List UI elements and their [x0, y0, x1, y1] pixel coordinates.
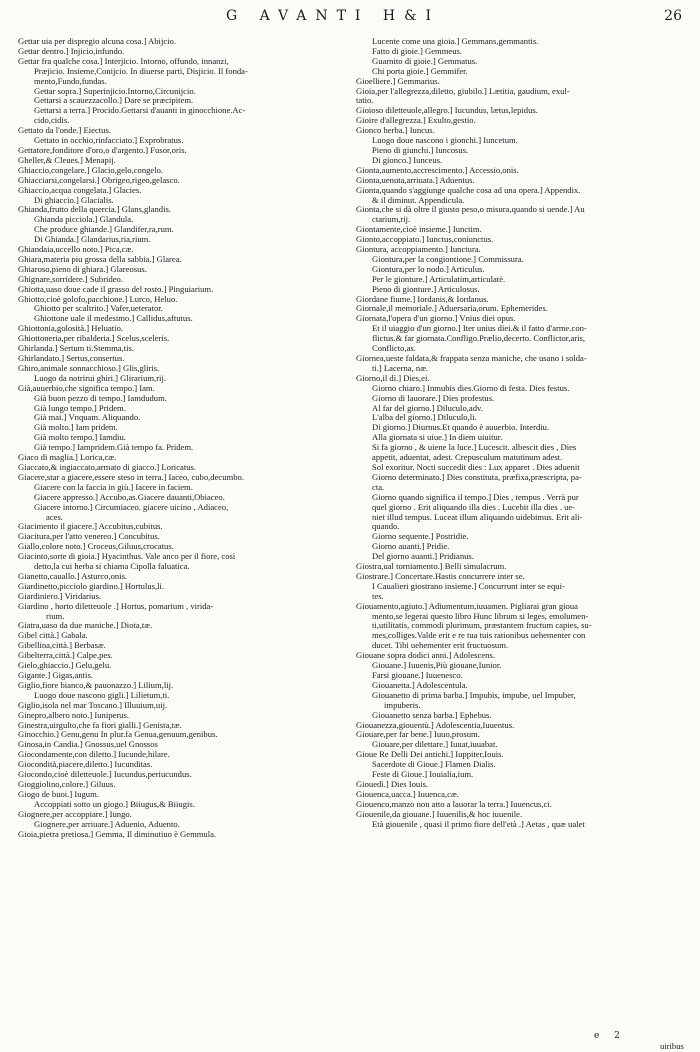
dictionary-line: Gionta,quando s'aggiunge qualche cosa ad una opera.] Appendix.: [356, 185, 581, 195]
dictionary-line: Giatra,uaso da due maniche.] Diota,tæ.: [18, 621, 153, 631]
dictionary-line: ctarium,rij.: [372, 215, 411, 225]
dictionary-line: Luogo doue nascono i gionchi.] Iuncetum.: [372, 136, 518, 146]
dictionary-line: Giouamento,agiuto.] Adiumentum,iuuamen. Pigliarai gran giouа: [356, 601, 578, 611]
dictionary-line: Gionta,aumento,accrescimento.] Accessio,onis.: [356, 165, 519, 175]
dictionary-line: Giorno,il dì.] Dies,ei.: [356, 373, 430, 383]
dictionary-line: Giornea,ueste faldata,& frappata senza maniche, che usano i solda-: [356, 354, 587, 363]
dictionary-line: Ginestra,uirgulto,che fa fiori gialli.] Genista,tæ.: [18, 720, 182, 730]
dictionary-line: Gettar fra qualche cosa.] Interjicio. Intorno, offundo, innanzi,: [18, 56, 229, 66]
dictionary-line: Giontamente,cioè insieme.] Iunctim.: [356, 225, 482, 235]
dictionary-line: Ghianda picciola.] Glandula.: [34, 215, 134, 225]
dictionary-line: Giardiniero.] Viridarius.: [18, 591, 102, 601]
dictionary-line: Già buon pezzo di tempo.] Iamdudum.: [34, 393, 167, 403]
dictionary-line: Di giorno.] Diurnus.Et quando è auuerbio. Interdiu.: [372, 423, 550, 433]
dictionary-line: Gettar uia per dispregio alcuna cosa.] Abijcio.: [18, 37, 176, 46]
dictionary-line: appetit, aduentat, adest. Crepusculum matutinum adest.: [372, 453, 563, 463]
dictionary-line: Giallo,colore noto.] Croceus,Giluus,crocatus.: [18, 542, 174, 552]
dictionary-line: Giouare,per far bene.] Iuuo,prosum.: [356, 730, 480, 740]
dictionary-line: Gettatore,fonditore d'oro,o d'argento.] Fusor,oris.: [18, 145, 187, 155]
dictionary-line: impuberis.: [384, 700, 421, 710]
dictionary-line: Giognere,per accoppiare.] Iungo.: [18, 809, 132, 819]
dictionary-line: Giocondità,piacere,diletto.] Iucunditas.: [18, 760, 153, 770]
dictionary-line: Gibellina,città.] Berbasæ.: [18, 641, 106, 651]
dictionary-line: Gettarsi a scauezzacollo.] Dare se præcipitem.: [34, 96, 194, 106]
dictionary-line: Gielo,ghiaccio.] Gelu,gelu.: [18, 661, 112, 671]
dictionary-line: Giouare,per dilettare.] Iuuat,iuuabat.: [372, 740, 498, 750]
dictionary-line: Già mai.] Vnquam. Aliquando.: [34, 413, 141, 423]
dictionary-line: I Caualieri giostrano insieme.] Concurrunt inter se equi-: [372, 581, 565, 591]
dictionary-line: Giaccato,& ingiaccato,armato di giacco.] Loricatus.: [18, 462, 197, 472]
page-number: 26: [664, 8, 682, 24]
dictionary-line: cido,cidis.: [34, 116, 70, 126]
dictionary-line: aces.: [46, 512, 63, 522]
dictionary-line: Ghiaccio,acqua congelata.] Glacies.: [18, 185, 142, 195]
dictionary-line: Giouanetto senza barba.] Ephebus.: [372, 710, 492, 720]
dictionary-line: Ghiotta,uaso doue cade il grasso del rosto.] Pinguiarium.: [18, 284, 214, 294]
dictionary-line: Gettarsi a terra.] Procido.Gettarsi d'auanti in ginocchione.Ac-: [34, 106, 246, 116]
dictionary-line: Già molto tempo.] Iamdiu.: [34, 433, 126, 443]
dictionary-line: Giordane fiume.] Iordanis,& Iordanus.: [356, 294, 489, 304]
dictionary-line: Giognere,per arriuare.] Aduenio, Aduento.: [34, 819, 180, 829]
dictionary-line: Accoppiati sotto un giogo.] Biiugus,& Biiugis.: [34, 799, 195, 809]
dictionary-line: Gioelliere.] Gemmarius.: [356, 76, 440, 86]
dictionary-line: Giacere appresso.] Accubo,as.Giacere dauanti,Obiaceo.: [34, 492, 225, 502]
dictionary-line: Di Ghianda.] Glandarius,ria,rium.: [34, 235, 151, 245]
dictionary-line: rium.: [46, 611, 65, 621]
dictionary-line: Giorno determinato.] Dies constituta, præfixa,præscripta, pa-: [372, 472, 582, 482]
dictionary-line: ti,utilitatis, commodi plurimum, præstantem fructum capies, su-: [372, 621, 592, 631]
dictionary-line: Di gionco.] Iunceus.: [372, 155, 443, 165]
dictionary-line: Ghiottone uale il medesimo.] Callidus,aftutus.: [34, 314, 193, 324]
dictionary-line: Di ghiaccio.] Glacialis.: [34, 195, 114, 205]
right-column: [356, 37, 690, 830]
dictionary-line: Ginosa,in Candia.] Gnossus,uel Gnossos: [18, 740, 158, 750]
dictionary-line: Ghiandaia,uccello noto.] Pica,cæ.: [18, 245, 134, 255]
running-head: G AVANTI H&I: [226, 8, 441, 24]
dictionary-line: niet illud tempus. Luceat illum aliquando uidebimus. Erit ali-: [372, 512, 583, 522]
dictionary-line: Giouenile,da giouane.] Iuuenilis,& hoc iuuenile.: [356, 809, 523, 819]
dictionary-line: Giouane.] Iuuenis,Più giouane,Iunior.: [372, 661, 502, 671]
dictionary-line: detto,la cui herba si chiama Cipolla faluatica.: [34, 562, 190, 572]
dictionary-line: Pieno di giunchi.] Iuncosus.: [372, 145, 469, 155]
dictionary-line: Giogo de buoi.] Iugum.: [18, 789, 99, 799]
dictionary-line: mes,colliges.Valde erit e re tua tuis rationibus uehementer con: [372, 631, 586, 641]
page-header: [0, 8, 700, 26]
dictionary-line: Pieno di gionture.] Articulosus.: [372, 284, 480, 294]
dictionary-line: Già lungo tempo.] Pridem.: [34, 403, 126, 413]
dictionary-line: Gionta,uenuta,arriuata.] Aduentus.: [356, 175, 475, 185]
dictionary-line: ti.] Lacerna, næ.: [372, 363, 429, 373]
dictionary-line: Giglio,isola nel mar Toscano.] Illuuium,uij.: [18, 700, 168, 710]
dictionary-line: Gettar dentro.] Injicio,infundo.: [18, 46, 125, 56]
dictionary-line: Giardino , horto diletteuole .] Hortus, pomarium , virida-: [18, 601, 214, 611]
dictionary-line: Giouanetto di prima barba.] Impubis, impube, uel Impuber,: [372, 690, 576, 700]
dictionary-line: Gigante.] Gigas,antis.: [18, 671, 93, 680]
dictionary-line: Giorno quando significa il tempo.] Dies , tempus . Verrà pur: [372, 492, 579, 502]
dictionary-line: Giontura, accoppiamento.] Iunctura.: [356, 245, 481, 255]
catchword: uiribus: [660, 1041, 684, 1051]
dictionary-line: Per le gionture.] Articulatim,articulatè.: [372, 274, 506, 284]
dictionary-line: Giacere intorno.] Circumiaceo. giacere uicino , Adiaceo,: [34, 502, 229, 512]
dictionary-line: Giacimento il giacere.] Accubitus,cubitus.: [18, 522, 163, 532]
dictionary-line: Ghiara,materia piu grossa della sabbia.] Glarea.: [18, 254, 182, 264]
dictionary-line: Gioggiolino,colore.] Giluus.: [18, 779, 116, 789]
dictionary-line: Giaco di maglia.] Lorica,cæ.: [18, 453, 117, 463]
dictionary-line: Gianetto,cauallo.] Asturco,onis.: [18, 571, 128, 581]
dictionary-line: Ghiottonia,golosità.] Heluatio.: [18, 324, 124, 334]
dictionary-line: Gionco herba.] Iuncus.: [356, 126, 435, 136]
dictionary-line: Giacere con la faccia in giù.] Iacere in faciem.: [34, 482, 193, 492]
dictionary-line: Gioia,per l'allegrezza,diletto, giubilo.] Lætitia, gaudium, exul-: [356, 86, 570, 96]
dictionary-line: Giostrare.] Concertare.Hastis concurrere inter se.: [356, 571, 525, 581]
dictionary-line: Già molto.] Iam pridem.: [34, 423, 118, 433]
dictionary-line: Guarnito di gioie.] Gemmatus.: [372, 56, 478, 66]
dictionary-line: Ghiro,animale sonnacchioso.] Glis,gliris.: [18, 363, 160, 373]
dictionary-line: Giouedì.] Dies Iouis.: [356, 779, 429, 789]
dictionary-line: Giocondamente,con diletto.] Iucunde,hilare.: [18, 750, 170, 760]
dictionary-line: Sol exoritur. Nocti succedit dies : Lux apparet . Dies aduenit: [372, 462, 580, 472]
dictionary-line: Chi porta gioie.] Gemmifer.: [372, 66, 468, 76]
dictionary-line: Lucente come una gioia.] Gemmans,gemmantis.: [372, 37, 539, 46]
dictionary-line: Gineprо,albero noto.] Iuniperus.: [18, 710, 129, 720]
dictionary-line: Ghiottoneria,per ribalderia.] Scelus,sceleris.: [18, 334, 170, 344]
dictionary-line: Giostra,ual torniamento.] Belli simulacrum.: [356, 562, 507, 572]
dictionary-line: quando.: [372, 522, 400, 532]
dictionary-line: Gioire d'allegrezza.] Exulto,gestio.: [356, 116, 476, 126]
dictionary-line: Al far del giorno.] Diluculo,adv.: [372, 403, 483, 413]
dictionary-line: Feste di Gioue.] Iouialia,ium.: [372, 770, 474, 780]
dictionary-line: L'alba del giorno.] Diluculo,li.: [372, 413, 477, 423]
dictionary-line: Gionto,accoppiato.] Iunctus,coniunctus.: [356, 235, 494, 245]
dictionary-line: quel giorno . Erit aliquando illa dies . Lucebit illa dies . ue-: [372, 502, 576, 512]
dictionary-line: Gionta,che si dà oltre il giusto peso,o misura,quando si uende.] Au: [356, 205, 585, 215]
dictionary-line: Giocondo,cioè dilettеuole.] Iucundus,periucundus.: [18, 770, 192, 780]
dictionary-line: Giorno di lauorare.] Dies profestus.: [372, 393, 495, 403]
dictionary-line: tatio.: [356, 96, 374, 106]
dictionary-line: Giornata,l'opera d'un giorno.] Vnius diei opus.: [356, 314, 516, 324]
dictionary-line: Præjicio. Insieme,Conijcio. In diuerse parti, Disjicio. Il fonda-: [34, 66, 248, 76]
dictionary-line: Et il uiaggio d'un giorno.] Iter unius diei.& il fatto d'arme.con-: [372, 324, 587, 334]
dictionary-line: Giontura,per la congiontione.] Commissura.: [372, 254, 524, 264]
dictionary-line: Giouanetta.] Adolescentula.: [372, 680, 468, 690]
dictionary-line: Giglio,fiore bianco,& pauonazzo.] Lilium,lij.: [18, 680, 174, 690]
dictionary-line: Ghirlanda.] Sertum ti.Stemma,tis.: [18, 344, 134, 354]
dictionary-line: Gettar sopra.] Superinjicio.Intorno,Circunijcio.: [34, 86, 196, 96]
dictionary-line: Giorno auanti.] Pridie.: [372, 542, 450, 552]
signature-mark: e 2: [594, 1031, 626, 1041]
dictionary-line: Ghiacciarsi,congelarsi.] Obrigeo,rigeo,gelasco.: [18, 175, 180, 185]
dictionary-line: Gioue Re Delli Dei antichi.] Iuppiter,Iouis.: [356, 750, 504, 760]
dictionary-line: Gettato in occhio,rinfacciato.] Exprobratus.: [34, 136, 184, 146]
dictionary-line: Ghirlandato.] Sertus,consertus.: [18, 354, 125, 363]
dictionary-line: Giouenca,uacca.] Iuuenca,cæ.: [356, 789, 459, 799]
dictionary-line: ducet. Tibi uehementer erit fructuosum.: [372, 641, 509, 651]
dictionary-line: flictus.& far giornata.Confligo.Prælio,decerto. Conflictor,aris,: [372, 334, 586, 344]
dictionary-line: mento,se legerai questo libro Hunc librum si leges, emolumen-: [372, 611, 589, 621]
dictionary-line: Gibel città.] Gabala.: [18, 631, 88, 641]
dictionary-line: Giardinetto,picciolo giardino.] Hortulus,li.: [18, 581, 165, 591]
dictionary-line: Luogo doue nascono gigli.] Lilietum,ti.: [34, 690, 170, 700]
dictionary-line: Età giouenile , quasi il primo fiore dell'età .] Aetas , quæ ualet: [372, 819, 585, 829]
dictionary-line: Giouanezza,giouentù.] Adolescentia,Iuuentus.: [356, 720, 515, 730]
dictionary-line: Giacinto,sorte di gioia.] Hyacinthus. Vale anco per il fiore, così: [18, 552, 236, 562]
dictionary-line: & il diminut. Appendicula.: [372, 195, 465, 205]
dictionary-line: Alla giornata si uiue.] In diem uiuitur.: [372, 433, 503, 443]
dictionary-line: Ghiotto per scaltrito.] Vafer,ueterator.: [34, 304, 163, 314]
dictionary-line: cta.: [372, 482, 385, 492]
dictionary-line: Fatto di gioie.] Gemmeus.: [372, 46, 462, 56]
dictionary-line: Giacitura,per l'atto venereo.] Concubitus.: [18, 532, 160, 542]
dictionary-line: Giacere,star a giacere,essere steso in terra.] Iaceo, cubo,decumbo.: [18, 472, 244, 482]
dictionary-line: Gheller,& Cleues.] Menapij.: [18, 155, 116, 165]
dictionary-line: Luogo da notrirui ghiri.] Glirarium,rij.: [34, 373, 166, 383]
dictionary-line: Gibelterra,città.] Calpe,pes.: [18, 651, 113, 661]
dictionary-line: Già tempo.] Iampridem.Già tempo fa. Pridem.: [34, 443, 194, 453]
dictionary-line: Ghiaroso,pieno di ghiara.] Glareosus.: [18, 264, 147, 274]
dictionary-line: Del giorno auanti.] Pridianus.: [372, 552, 474, 562]
dictionary-line: Giouane sopra dodici anni.] Adolescens.: [356, 651, 495, 661]
dictionary-line: Giontura,per lo nodo.] Articulus.: [372, 264, 485, 274]
dictionary-line: Ghiaccio,congelare.] Glacio,gelo,congelo.: [18, 165, 164, 175]
dictionary-line: Giorno chiaro.] Inmubis dies.Giorno di festa. Dies festus.: [372, 383, 570, 393]
dictionary-line: Si fa giorno , & uiene la luce.] Lucescit. albescit dies , Dies: [372, 443, 577, 453]
dictionary-line: Giornale,il memoriale.] Aduersaria,orum. Ephemerides.: [356, 304, 548, 314]
dictionary-line: Farsi giouane.] Iuuenesco.: [372, 671, 463, 680]
dictionary-line: Giorno sequente.] Postridie.: [372, 532, 469, 542]
dictionary-line: tes.: [372, 591, 384, 601]
left-column: [18, 37, 350, 839]
dictionary-line: mento,Fundo,fundas.: [34, 76, 107, 86]
dictionary-line: Già,auuerbio,che significa tempo.] Iam.: [18, 383, 155, 393]
dictionary-line: Gioioso dilettеuole,allegro.] Iucundus, lætus,lepidus.: [356, 106, 538, 116]
dictionary-line: Ginocchio.] Genu,genu In plur.fa Genua,genuum,genibus.: [18, 730, 218, 740]
dictionary-line: Gioia,pietra pretiosa.] Gemma, Il diminutiuo è Gemmula.: [18, 829, 217, 839]
dictionary-line: Ghignare,sorridere.] Subrideo.: [18, 274, 124, 284]
dictionary-line: Conflicto,as.: [372, 344, 416, 354]
dictionary-line: Gettato da l'onde.] Eiectus.: [18, 126, 111, 136]
dictionary-line: Ghianda,frutto della quercia.] Glans,glandis.: [18, 205, 171, 215]
dictionary-line: Sacerdote di Gioue.] Flamen Dialis.: [372, 760, 496, 770]
dictionary-line: Ghiotto,cioè golofo,pacchione.] Lurco, Heluo.: [18, 294, 178, 304]
dictionary-line: Che produce ghiande.] Glandifer,ra,rum.: [34, 225, 174, 235]
dictionary-line: Giouenco,manzo non atto a lauorar la terra.] Iuuencus,ci.: [356, 799, 552, 809]
